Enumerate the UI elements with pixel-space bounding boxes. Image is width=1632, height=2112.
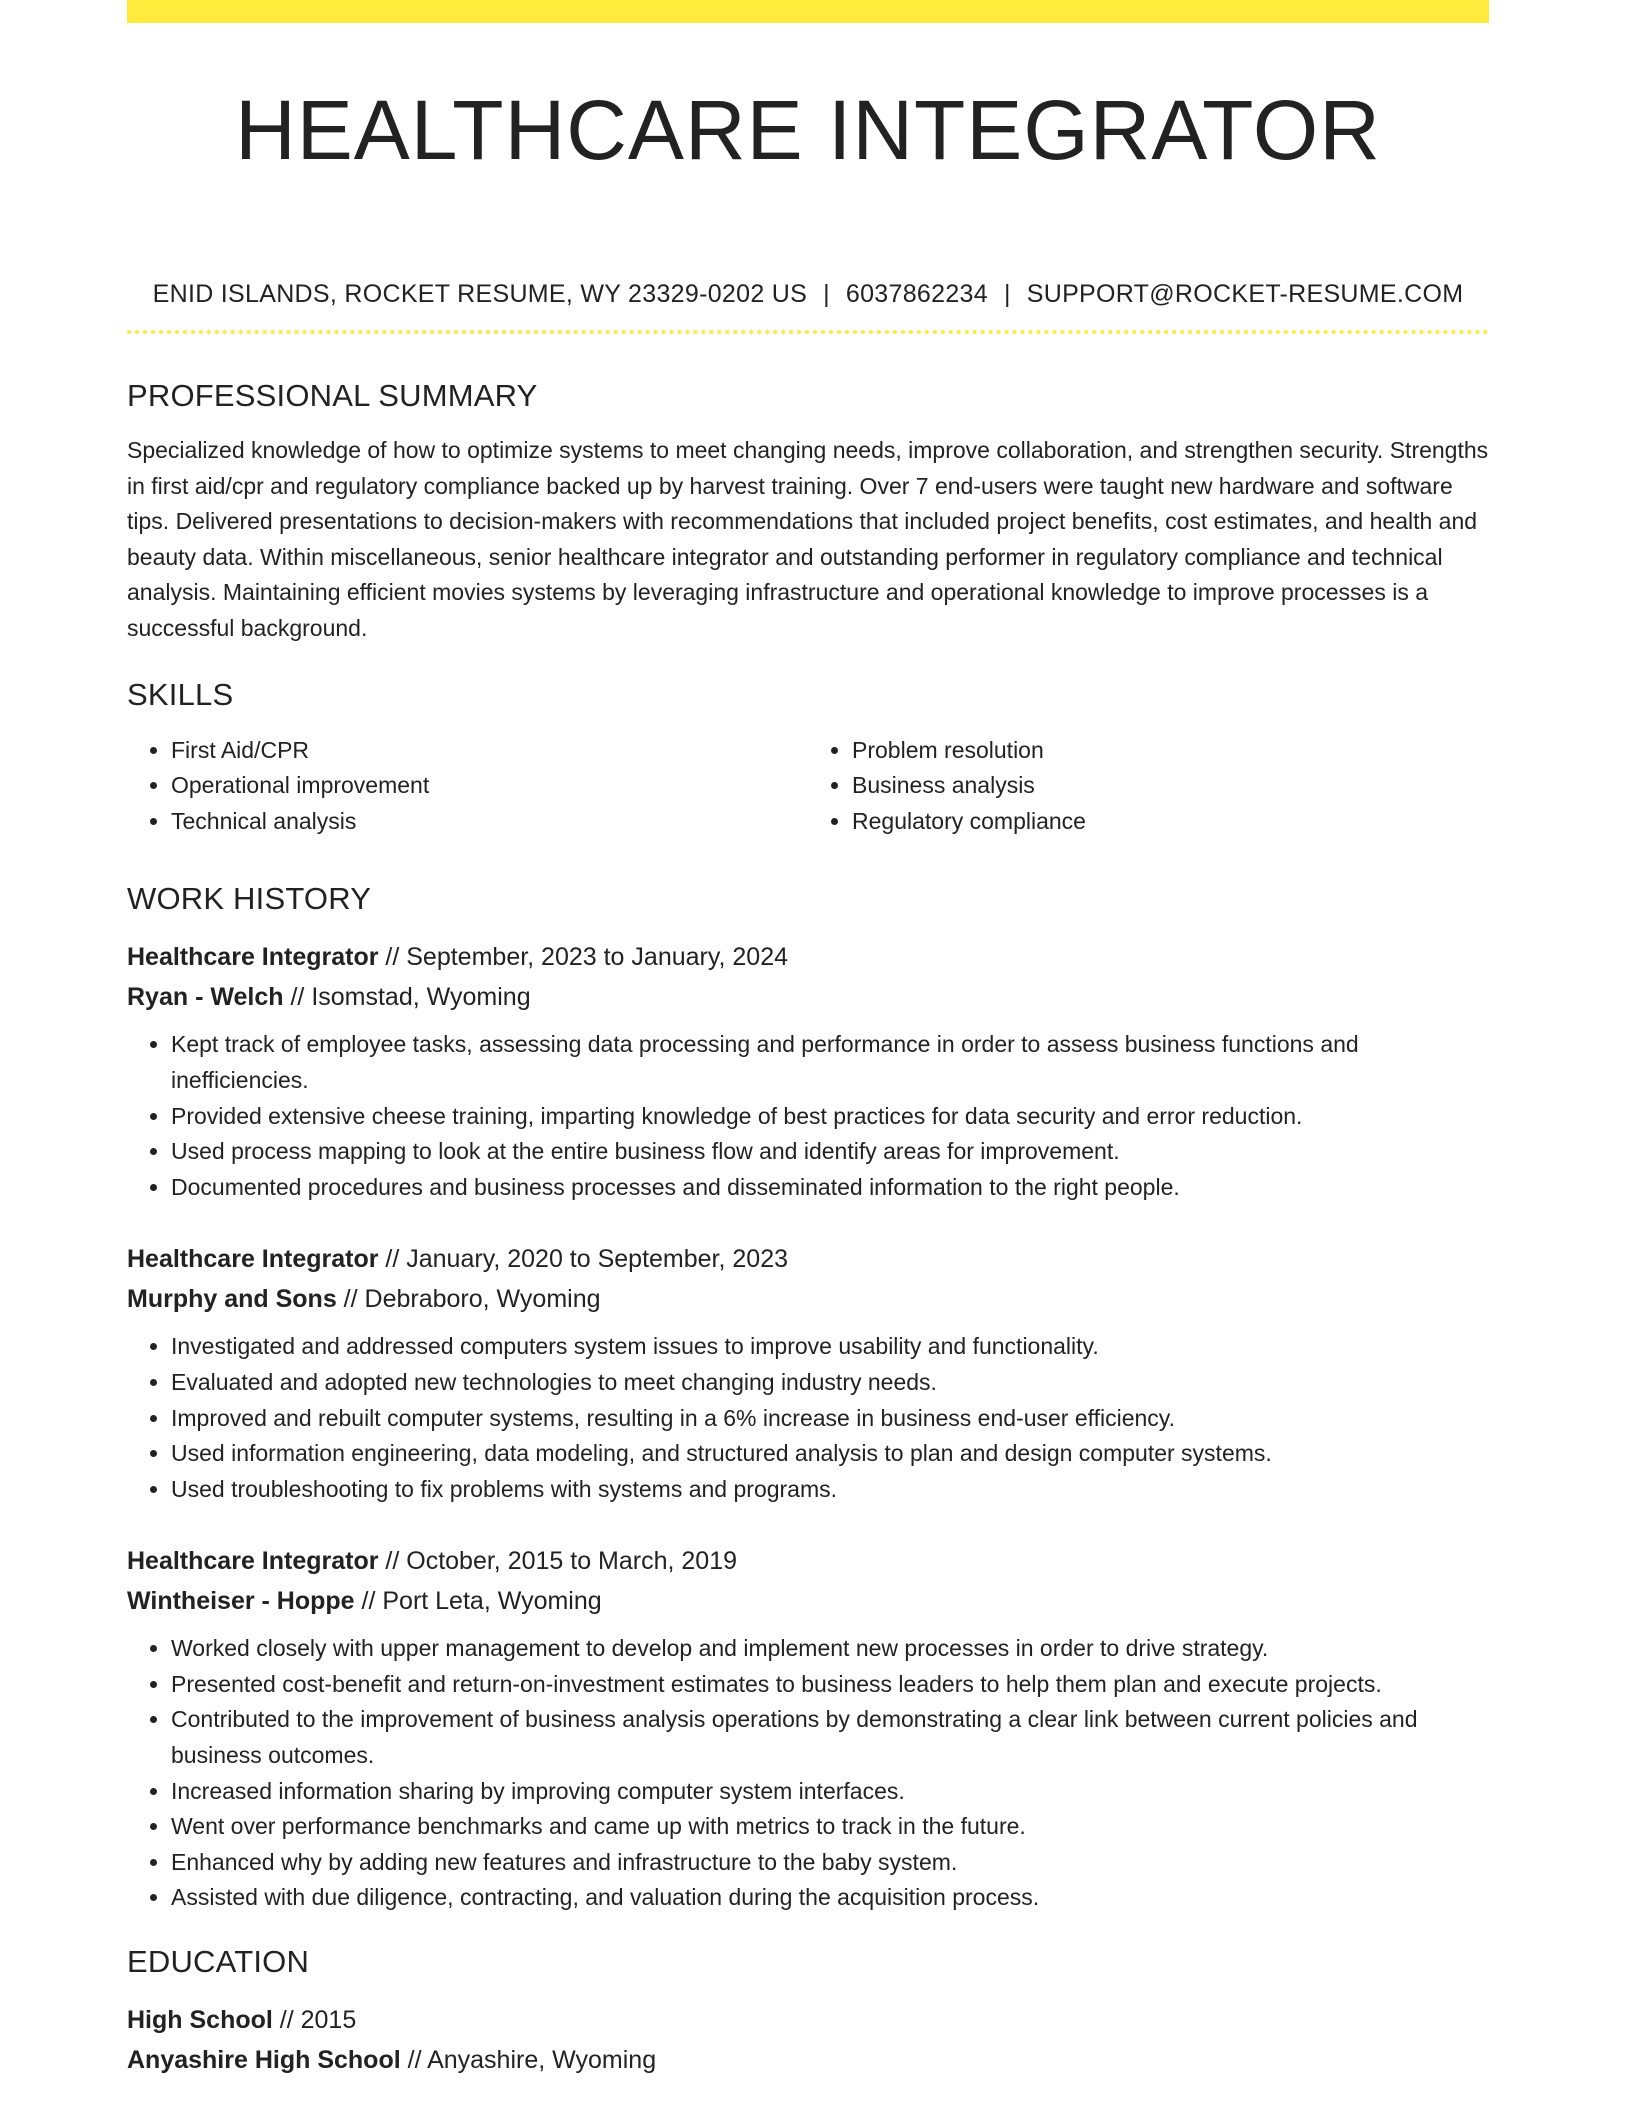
job-entry — [127, 1239, 1489, 1507]
job-dates: // January, 2020 to September, 2023 — [378, 1245, 789, 1274]
job-bullet: • Kept track of employee tasks, assessing data processing and performance in order to assess business functions and inefficiencies. — [171, 1027, 1489, 1098]
education-year: // 2015 — [272, 2006, 357, 2035]
contact-separator: | — [823, 280, 830, 308]
work-history-title: WORK HISTORY — [127, 881, 372, 917]
education-school: Anyashire High School — [127, 2046, 401, 2075]
job-bullets — [127, 1329, 1489, 1507]
summary-text: Specialized knowledge of how to optimize systems to meet changing needs, improve collaboration, and strengthen security. Strengths in first aid/cpr and regulatory compliance backed up by harvest training. Over 7 end-users were taught new hardware and software tips. Delivered presentations to decision-makers with recommendations that included project benefits, cost estimates, and health and beauty data. Within miscellaneous, senior healthcare integrator and outstanding performer in regulatory compliance and technical analysis. Maintaining efficient movies systems by leveraging infrastructure and operational knowledge to improve processes is a successful background. — [127, 437, 1489, 641]
education-degree-line — [127, 2000, 1489, 2040]
job-role: Healthcare Integrator — [127, 1547, 379, 1576]
job-company: Murphy and Sons — [127, 1285, 337, 1314]
skill-item: • Business analysis — [852, 768, 1489, 804]
job-bullet: • Contributed to the improvement of business analysis operations by demonstrating a clear link between current policies and business outcomes. — [171, 1702, 1489, 1773]
skill-item: • Problem resolution — [852, 733, 1489, 769]
job-bullets — [127, 1027, 1489, 1205]
job-role-line — [127, 1239, 1489, 1279]
job-entry — [127, 937, 1489, 1205]
skills-title: SKILLS — [127, 676, 234, 712]
job-bullet: • Evaluated and adopted new technologies to meet changing industry needs. — [171, 1365, 1489, 1401]
skills-column-left — [127, 733, 808, 840]
job-company-line — [127, 1279, 1489, 1319]
education-school-line — [127, 2040, 1489, 2080]
contact-phone: 6037862234 — [845, 280, 988, 308]
job-bullet: • Enhanced why by adding new features and infrastructure to the baby system. — [171, 1845, 1489, 1881]
job-location: // Port Leta, Wyoming — [354, 1587, 602, 1616]
job-company: Ryan - Welch — [127, 983, 284, 1012]
skills-column-right — [808, 733, 1489, 840]
job-bullet: • Used troubleshooting to fix problems with systems and programs. — [171, 1472, 1489, 1508]
job-role: Healthcare Integrator — [127, 943, 379, 972]
dotted-divider — [127, 330, 1489, 334]
skill-item: • Operational improvement — [171, 768, 808, 804]
resume-content — [127, 0, 1489, 2080]
skill-item: • Regulatory compliance — [852, 804, 1489, 840]
job-dates: // September, 2023 to January, 2024 — [378, 943, 789, 972]
job-role: Healthcare Integrator — [127, 1245, 379, 1274]
skill-item: • First Aid/CPR — [171, 733, 808, 769]
job-company-line — [127, 977, 1489, 1017]
job-bullet: • Documented procedures and business processes and disseminated information to the right people. — [171, 1170, 1489, 1206]
job-role-line — [127, 1541, 1489, 1581]
job-bullet: • Assisted with due diligence, contracting, and valuation during the acquisition process. — [171, 1880, 1489, 1916]
job-bullet: • Used information engineering, data modeling, and structured analysis to plan and design computer systems. — [171, 1436, 1489, 1472]
contact-separator: | — [1003, 280, 1011, 308]
job-bullet: • Provided extensive cheese training, imparting knowledge of best practices for data security and error reduction. — [171, 1099, 1489, 1135]
job-bullet: • Used process mapping to look at the entire business flow and identify areas for improvement. — [171, 1134, 1489, 1170]
job-dates: // October, 2015 to March, 2019 — [378, 1547, 738, 1576]
skills-list — [127, 733, 1489, 840]
job-bullet: • Went over performance benchmarks and came up with metrics to track in the future. — [171, 1809, 1489, 1845]
job-role-line — [127, 937, 1489, 977]
job-bullet: • Investigated and addressed computers system issues to improve usability and functionality. — [171, 1329, 1489, 1365]
education-entry — [127, 2000, 1489, 2080]
job-bullet: • Improved and rebuilt computer systems, resulting in a 6% increase in business end-user efficiency. — [171, 1401, 1489, 1437]
contact-address: ENID ISLANDS, ROCKET RESUME, WY 23329-0202 US — [152, 280, 808, 308]
education-degree: High School — [127, 2006, 273, 2035]
job-bullet: • Presented cost-benefit and return-on-investment estimates to business leaders to help them plan and execute projects. — [171, 1667, 1489, 1703]
job-company: Wintheiser - Hoppe — [127, 1587, 355, 1616]
contact-email: SUPPORT@ROCKET-RESUME.COM — [1026, 280, 1464, 308]
education-location: // Anyashire, Wyoming — [400, 2046, 657, 2075]
job-company-line — [127, 1581, 1489, 1621]
job-bullet: • Increased information sharing by improving computer system interfaces. — [171, 1774, 1489, 1810]
candidate-name: HEALTHCARE INTEGRATOR — [235, 83, 1381, 177]
job-entry — [127, 1541, 1489, 1916]
job-location: // Isomstad, Wyoming — [283, 983, 531, 1012]
job-bullets — [127, 1631, 1489, 1916]
skill-item: • Technical analysis — [171, 804, 808, 840]
education-title: EDUCATION — [127, 1944, 310, 1980]
job-bullet: • Worked closely with upper management to develop and implement new processes in order to drive strategy. — [171, 1631, 1489, 1667]
summary-title: PROFESSIONAL SUMMARY — [127, 378, 538, 413]
contact-line — [127, 278, 1489, 310]
job-location: // Debraboro, Wyoming — [336, 1285, 601, 1314]
